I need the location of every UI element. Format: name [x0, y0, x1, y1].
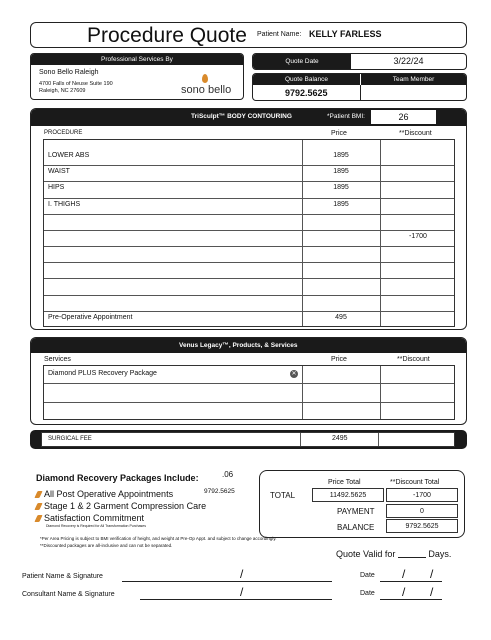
footnote-bmi: *Per Area Pricing is subject to BMI verification of height, and weight at Pre-Op Appt. and subject to change accordingly.	[40, 536, 277, 541]
consultant-signature-label: Consultant Name & Signature	[22, 591, 115, 598]
col-discount: **Discount	[399, 130, 432, 137]
footnote-discount: **Discounted packages are all-inclusive and can not be separated.	[40, 543, 173, 548]
provider-name: Sono Bello Raleigh	[39, 69, 99, 76]
valid-days-blank[interactable]	[398, 549, 426, 558]
patient-signature-line[interactable]	[122, 581, 332, 582]
packages-side-b: 9792.5625	[204, 488, 235, 495]
consultant-sig-slash: /	[240, 585, 244, 599]
totals-box	[259, 470, 465, 538]
patient-sig-slash: /	[240, 567, 244, 581]
package-item: Stage 1 & 2 Garment Compression Care	[36, 501, 206, 511]
consultant-date-line[interactable]	[380, 599, 442, 600]
procedure-cell[interactable]: LOWER ABS	[48, 152, 90, 159]
col-price: Price	[331, 130, 347, 137]
quote-date-label: Quote Date	[253, 54, 351, 69]
quote-balance: 9792.5625	[285, 88, 328, 98]
consultant-date-slash-1: /	[402, 585, 406, 599]
quote-date-box	[252, 53, 467, 70]
table-row	[44, 231, 454, 247]
venus-col-price: Price	[331, 356, 347, 363]
consultant-date-label: Date	[360, 590, 375, 597]
price-total-label: Price Total	[328, 479, 361, 486]
discount-cell[interactable]: -1700	[409, 232, 427, 240]
procedure-cell[interactable]: Pre-Operative Appointment	[48, 313, 133, 321]
price-cell[interactable]: 1895	[333, 184, 349, 192]
table-row	[44, 150, 454, 166]
remove-service-icon[interactable]: ✕	[291, 371, 297, 377]
table-row	[44, 279, 454, 295]
package-item: Satisfaction Commitment	[36, 513, 144, 523]
total-label: TOTAL	[270, 491, 296, 500]
sonobello-logo	[181, 74, 241, 98]
bullet-icon	[34, 491, 42, 498]
price-cell[interactable]: 1895	[333, 152, 349, 159]
quote-valid-text: Quote Valid for Days.	[336, 549, 452, 559]
balance-value: 9792.5625	[386, 519, 458, 533]
table-row	[44, 312, 454, 328]
quote-balance-box	[252, 73, 467, 101]
trisculpt-header	[31, 109, 466, 126]
patient-name: KELLY FARLESS	[309, 29, 382, 39]
page-title: Procedure Quote	[87, 24, 247, 47]
price-cell[interactable]: 1895	[333, 200, 349, 208]
venus-title: Venus Legacy™, Products, & Services	[179, 342, 298, 349]
service-cell[interactable]: Diamond PLUS Recovery Package	[48, 370, 157, 377]
package-item: All Post Operative Appointments	[36, 489, 173, 499]
col-procedure: PROCEDURE	[44, 130, 83, 136]
patient-signature-label: Patient Name & Signature	[22, 573, 103, 580]
quote-balance-label: Quote Balance	[253, 74, 360, 85]
consultant-date-slash-2: /	[430, 585, 434, 599]
table-row	[44, 182, 454, 198]
procedure-cell[interactable]: HIPS	[48, 184, 65, 192]
table-row	[44, 263, 454, 279]
table-row	[44, 366, 454, 384]
team-member-label: Team Member	[361, 74, 466, 85]
table-row	[44, 215, 454, 231]
trisculpt-section	[30, 108, 467, 330]
col-services: Services	[44, 356, 71, 363]
packages-title: Diamond Recovery Packages Include:	[36, 473, 199, 483]
logo-text-bello: bello	[208, 84, 232, 96]
procedure-table	[43, 139, 455, 327]
logo-flame-icon	[202, 74, 208, 83]
payment-label: PAYMENT	[337, 507, 375, 516]
bullet-icon	[34, 503, 42, 510]
price-total: 11492.5625	[312, 488, 384, 502]
packages-side-a: .06	[222, 470, 234, 479]
table-row	[44, 296, 454, 312]
venus-header	[31, 338, 466, 353]
patient-date-label: Date	[360, 572, 375, 579]
discount-total: -1700	[386, 488, 458, 502]
table-row	[44, 199, 454, 215]
provider-section-label: Professional Services By	[31, 54, 243, 65]
logo-text-sono: sono	[181, 84, 205, 96]
provider-address2: Raleigh, NC 27609	[39, 88, 86, 94]
surgical-price-divider	[300, 433, 301, 446]
quote-divider	[360, 85, 361, 100]
table-row	[44, 384, 454, 402]
balance-label: BALANCE	[337, 523, 375, 532]
patient-date-line[interactable]	[380, 581, 442, 582]
consultant-signature-line[interactable]	[140, 599, 332, 600]
venus-col-discount: **Discount	[397, 356, 430, 363]
services-table	[43, 365, 455, 420]
bmi-label: *Patient BMI:	[327, 113, 365, 120]
table-row	[44, 403, 454, 421]
table-row	[44, 247, 454, 263]
table-row	[44, 166, 454, 182]
price-cell[interactable]: 1895	[333, 168, 349, 176]
bmi-value: 26	[371, 110, 436, 124]
venus-section	[30, 337, 467, 425]
packages-small-note: Diamond Recovery is Required for All Transformation Purchases	[46, 524, 146, 528]
payment-value: 0	[386, 504, 458, 518]
surgical-fee-bar	[30, 430, 467, 449]
patient-date-slash-2: /	[430, 567, 434, 581]
price-cell[interactable]: 495	[335, 313, 347, 321]
procedure-cell[interactable]: WAIST	[48, 168, 70, 176]
surgical-fee-value: 2495	[332, 435, 348, 442]
title-bar	[30, 22, 467, 48]
provider-box	[30, 53, 244, 100]
surgical-fee-inner	[41, 432, 455, 447]
procedure-cell[interactable]: I. THIGHS	[48, 200, 81, 208]
trisculpt-title: TriSculpt™ BODY CONTOURING	[191, 113, 292, 120]
surgical-discount-divider	[378, 433, 379, 446]
bullet-icon	[34, 515, 42, 522]
discount-total-label: **Discount Total	[390, 479, 440, 486]
surgical-fee-label: SURGICAL FEE	[48, 436, 92, 442]
patient-date-slash-1: /	[402, 567, 406, 581]
patient-name-label: Patient Name:	[257, 31, 302, 38]
provider-address1: 4700 Falls of Neuse Suite 190	[39, 81, 113, 87]
quote-date: 3/22/24	[393, 56, 424, 66]
